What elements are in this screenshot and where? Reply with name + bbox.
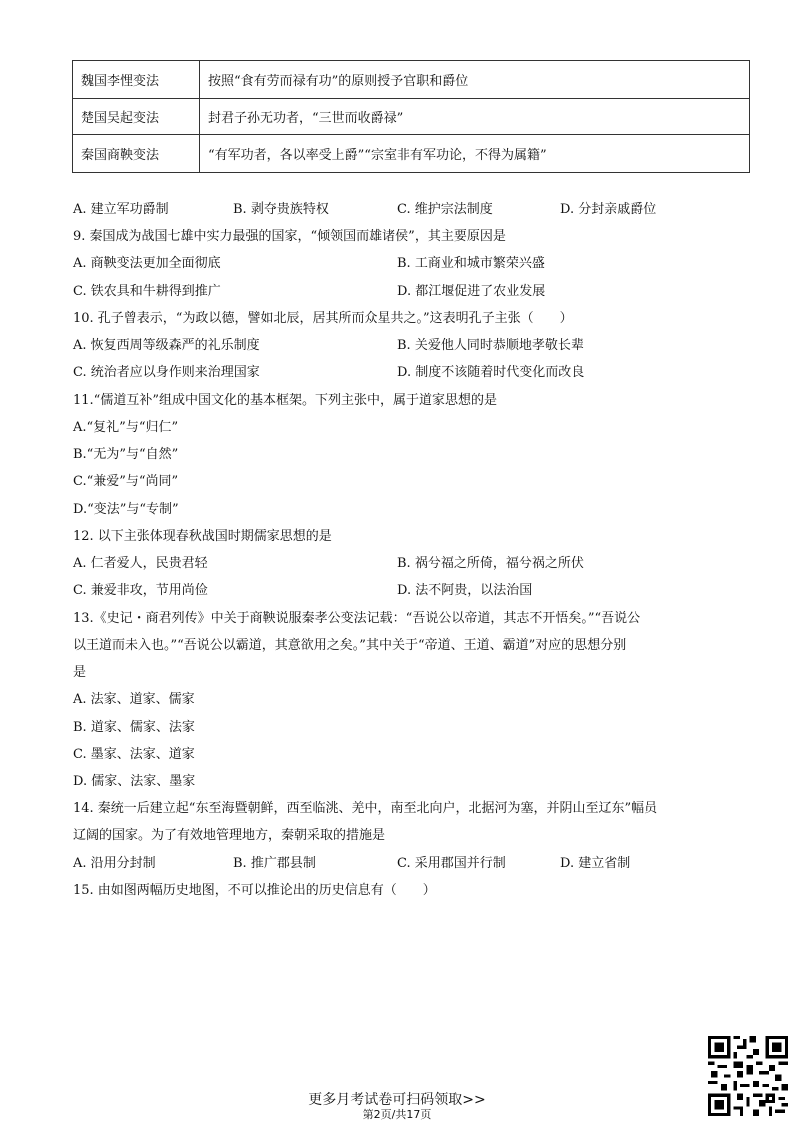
q14-option-c: C. 采用郡国并行制 (397, 856, 506, 871)
table-cell-state: 魏国李悝变法 (73, 61, 200, 99)
table-cell-state: 秦国商鞅变法 (73, 135, 200, 173)
q14-option-a: A. 沿用分封制 (73, 856, 156, 871)
q10-option-c: C. 统治者应以身作则来治理国家 (73, 365, 260, 380)
page-number: 第2页/共17页 (362, 1108, 432, 1121)
q12-option-a: A. 仁者爱人，民贵君轻 (73, 556, 208, 571)
q10-option-a: A. 恢复西周等级森严的礼乐制度 (73, 338, 260, 353)
q12-option-c: C. 兼爱非攻，节用尚俭 (73, 583, 208, 598)
q14-option-d: D. 建立省制 (560, 856, 631, 871)
qr-promo-text: 更多月考试卷可扫码领取>> (308, 1092, 486, 1108)
q15-stem: 15. 由如图两幅历史地图，不可以推论出的历史信息有（ ） (73, 883, 436, 898)
table-cell-state: 楚国吴起变法 (73, 99, 200, 135)
q9-stem: 9. 秦国成为战国七雄中实力最强的国家，“倾领国而雄诸侯”，其主要原因是 (73, 229, 506, 244)
q10-option-b: B. 关爱他人同时恭顺地孝敬长辈 (397, 338, 584, 353)
q9-option-d: D. 都江堰促进了农业发展 (397, 284, 546, 299)
q8-option-a: A. 建立军功爵制 (73, 202, 169, 217)
q13-stem-line-3: 是 (73, 665, 87, 680)
q11-option-d: D.“变法”与“专制” (73, 502, 179, 517)
table-row (73, 135, 750, 173)
q9-option-b: B. 工商业和城市繁荣兴盛 (397, 256, 545, 271)
q13-option-b: B. 道家、儒家、法家 (73, 720, 195, 735)
q11-stem: 11.“儒道互补”组成中国文化的基本框架。下列主张中，属于道家思想的是 (73, 393, 497, 408)
q13-option-d: D. 儒家、法家、墨家 (73, 774, 196, 789)
q14-stem-line-2: 辽阔的国家。为了有效地管理地方，秦朝采取的措施是 (73, 828, 386, 843)
table-cell-content: 按照“食有劳而禄有功”的原则授予官职和爵位 (200, 61, 750, 99)
q11-option-a: A.“复礼”与“归仁” (73, 420, 179, 435)
q12-option-b: B. 祸兮福之所倚，福兮祸之所伏 (397, 556, 584, 571)
q14-stem-line-1: 14. 秦统一后建立起“东至海暨朝鲜，西至临洮、羌中，南至北向户，北据河为塞，并阴山至辽东”幅员 (73, 801, 658, 816)
q10-option-d: D. 制度不该随着时代变化而改良 (397, 365, 585, 380)
q12-stem: 12. 以下主张体现春秋战国时期儒家思想的是 (73, 529, 332, 544)
reform-table (72, 60, 750, 173)
q13-option-a: A. 法家、道家、儒家 (73, 692, 195, 707)
q14-option-b: B. 推广郡县制 (233, 856, 316, 871)
q11-option-c: C.“兼爱”与“尚同” (73, 474, 179, 489)
q8-option-c: C. 维护宗法制度 (397, 202, 493, 217)
q13-stem-line-2: 以王道而未入也。”“吾说公以霸道，其意欲用之矣。”其中关于“帝道、王道、霸道”对应的思想分别 (73, 638, 627, 653)
q12-option-d: D. 法不阿贵，以法治国 (397, 583, 533, 598)
q8-option-b: B. 剥夺贵族特权 (233, 202, 329, 217)
table-row (73, 99, 750, 135)
q13-option-c: C. 墨家、法家、道家 (73, 747, 195, 762)
q10-stem: 10. 孔子曾表示，“为政以德，譬如北辰，居其所而众星共之。”这表明孔子主张（ ） (73, 311, 573, 326)
q9-option-c: C. 铁农具和牛耕得到推广 (73, 284, 221, 299)
q9-option-a: A. 商鞅变法更加全面彻底 (73, 256, 221, 271)
q13-stem-line-1: 13.《史记・商君列传》中关于商鞅说服秦孝公变法记载：“吾说公以帝道，其志不开悟矣。”“吾说公 (73, 611, 641, 626)
table-row (73, 61, 750, 99)
q11-option-b: B.“无为”与“自然” (73, 447, 179, 462)
q8-option-d: D. 分封亲戚爵位 (560, 202, 657, 217)
table-cell-content: “有军功者，各以率受上爵”“宗室非有军功论，不得为属籍” (200, 135, 750, 173)
table-cell-content: 封君子孙无功者，“三世而收爵禄” (200, 99, 750, 135)
